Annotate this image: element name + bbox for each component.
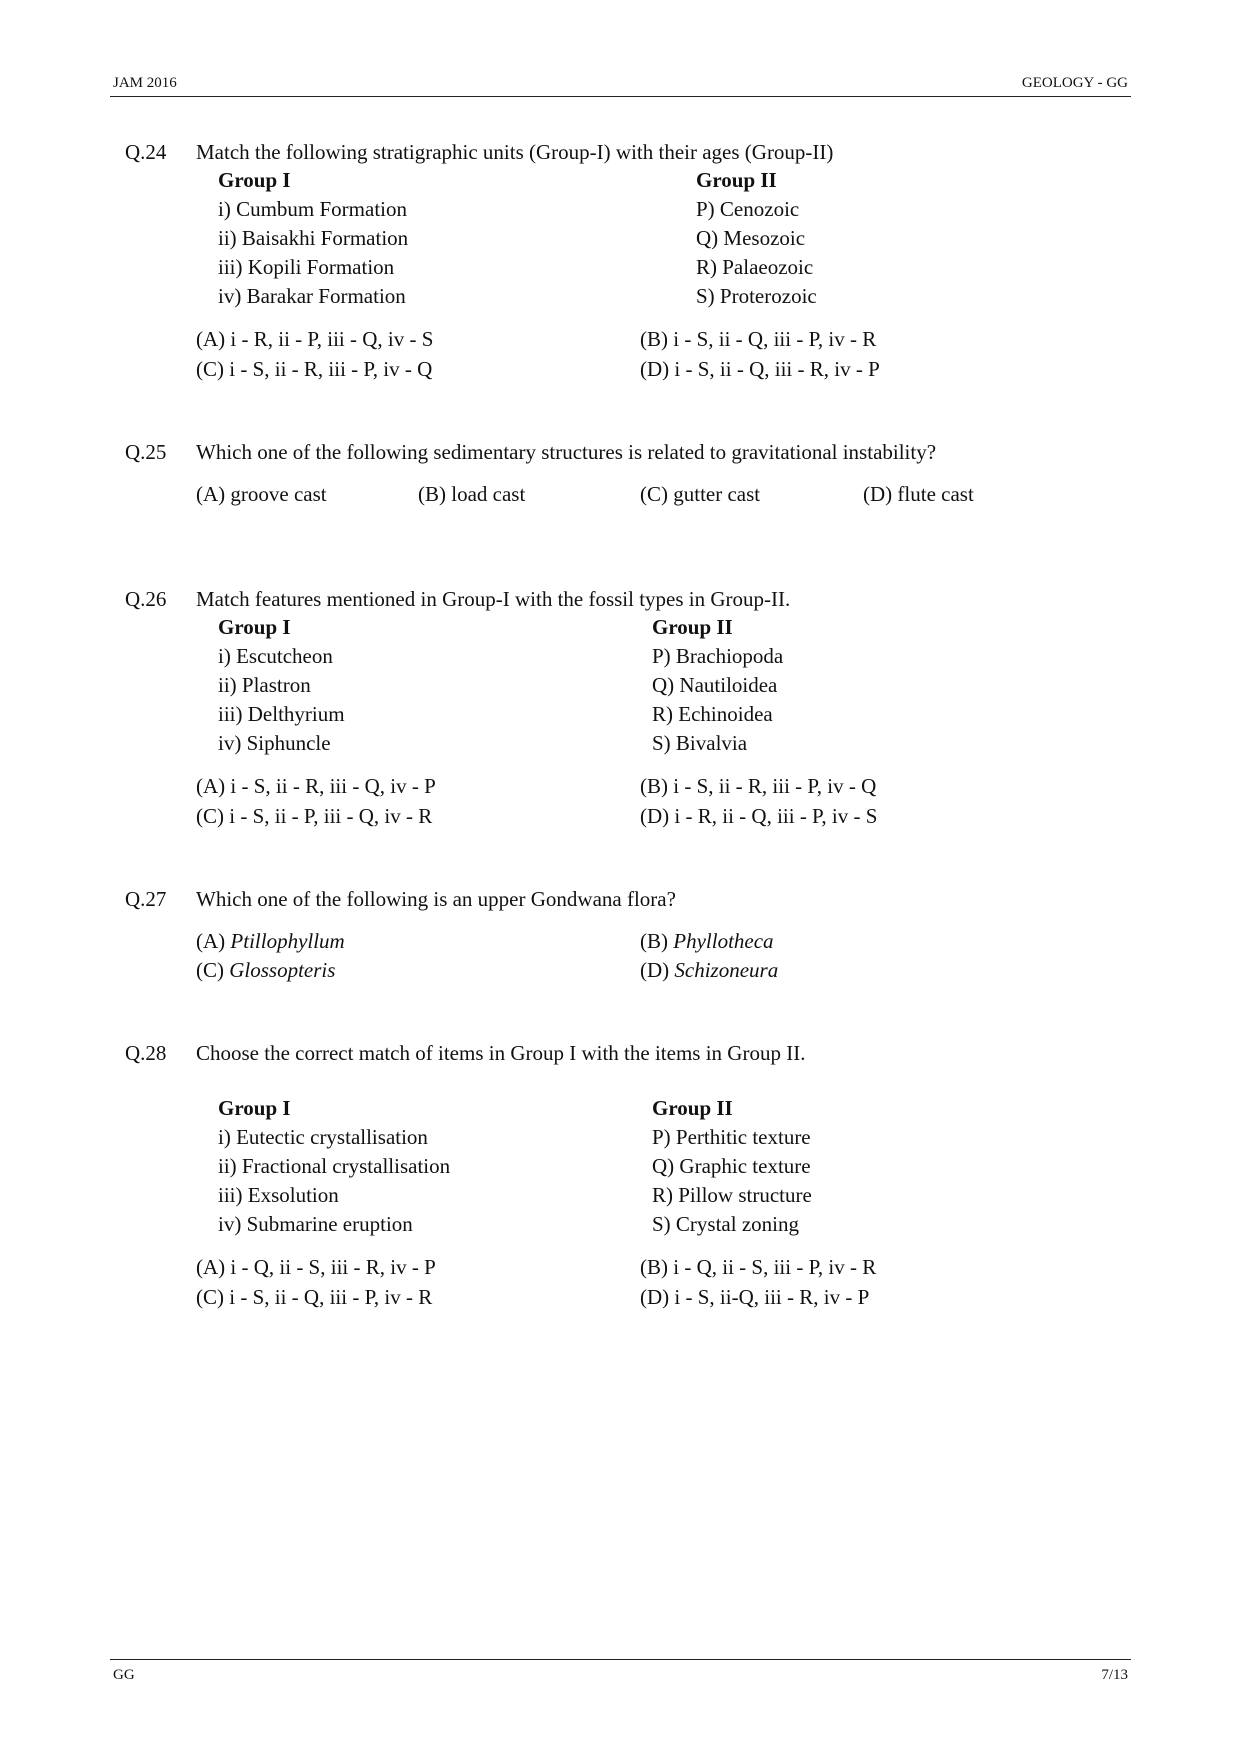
option-c[interactable]: (C) i - S, ii - R, iii - P, iv - Q xyxy=(196,357,433,381)
option-a[interactable]: (A) i - Q, ii - S, iii - R, iv - P xyxy=(196,1255,436,1279)
question-text: Match features mentioned in Group-I with the fossil types in Group-II. xyxy=(196,587,791,611)
list-item: S) Crystal zoning xyxy=(652,1212,799,1236)
group-1-list xyxy=(218,1094,450,1239)
page-number: 7/13 xyxy=(1101,1667,1128,1683)
list-item: ii) Baisakhi Formation xyxy=(218,226,409,250)
question-text: Match the following stratigraphic units (Group-I) with their ages (Group-II) xyxy=(196,140,834,164)
list-item: S) Proterozoic xyxy=(696,284,817,308)
list-item: Q) Graphic texture xyxy=(652,1154,811,1178)
list-item: i) Cumbum Formation xyxy=(218,197,407,221)
option-label: (B) xyxy=(640,929,668,953)
header-rule xyxy=(110,96,1131,97)
group-2-list xyxy=(696,166,817,311)
option-text: Glossopteris xyxy=(229,958,336,982)
group-1-list xyxy=(218,613,345,758)
list-item: iii) Kopili Formation xyxy=(218,255,395,279)
option-d[interactable]: (D) i - S, ii-Q, iii - R, iv - P xyxy=(640,1285,870,1309)
footer-paper-code: GG xyxy=(113,1667,135,1683)
list-item: ii) Plastron xyxy=(218,673,311,697)
option-d[interactable] xyxy=(640,956,778,985)
list-item: R) Echinoidea xyxy=(652,702,773,726)
list-item: Q) Mesozoic xyxy=(696,226,806,250)
question-number: Q.26 xyxy=(125,587,167,611)
option-a[interactable]: (A) i - R, ii - P, iii - Q, iv - S xyxy=(196,327,434,351)
list-item: iii) Delthyrium xyxy=(218,702,345,726)
group-2-title: Group II xyxy=(696,168,777,192)
list-item: iv) Submarine eruption xyxy=(218,1212,413,1236)
option-text: Schizoneura xyxy=(674,958,779,982)
option-b[interactable]: (B) load cast xyxy=(418,482,526,506)
header-paper-title: GEOLOGY - GG xyxy=(1021,75,1128,91)
list-item: iv) Barakar Formation xyxy=(218,284,406,308)
option-label: (D) xyxy=(640,958,670,982)
group-2-title: Group II xyxy=(652,615,733,639)
option-c[interactable]: (C) i - S, ii - P, iii - Q, iv - R xyxy=(196,804,433,828)
question-number: Q.28 xyxy=(125,1041,167,1065)
option-b[interactable] xyxy=(640,927,774,956)
list-item: Q) Nautiloidea xyxy=(652,673,778,697)
list-item: iii) Exsolution xyxy=(218,1183,339,1207)
option-text: Ptillophyllum xyxy=(230,929,345,953)
question-number: Q.27 xyxy=(125,887,167,911)
option-c[interactable] xyxy=(196,956,335,985)
option-a[interactable] xyxy=(196,927,345,956)
group-1-title: Group I xyxy=(218,1096,291,1120)
option-b[interactable]: (B) i - S, ii - R, iii - P, iv - Q xyxy=(640,774,877,798)
group-2-list xyxy=(652,1094,812,1239)
option-b[interactable]: (B) i - S, ii - Q, iii - P, iv - R xyxy=(640,327,877,351)
list-item: i) Escutcheon xyxy=(218,644,333,668)
group-1-title: Group I xyxy=(218,615,291,639)
list-item: i) Eutectic crystallisation xyxy=(218,1125,428,1149)
list-item: ii) Fractional crystallisation xyxy=(218,1154,451,1178)
list-item: R) Pillow structure xyxy=(652,1183,812,1207)
list-item: S) Bivalvia xyxy=(652,731,748,755)
list-item: P) Brachiopoda xyxy=(652,644,784,668)
group-2-title: Group II xyxy=(652,1096,733,1120)
group-1-title: Group I xyxy=(218,168,291,192)
group-1-list xyxy=(218,166,408,311)
group-2-list xyxy=(652,613,783,758)
question-text: Which one of the following sedimentary structures is related to gravitational instability? xyxy=(196,440,937,464)
question-text: Which one of the following is an upper Gondwana flora? xyxy=(196,887,676,911)
option-d[interactable]: (D) i - R, ii - Q, iii - P, iv - S xyxy=(640,804,878,828)
footer-rule xyxy=(110,1659,1131,1660)
option-label: (A) xyxy=(196,929,226,953)
option-a[interactable]: (A) i - S, ii - R, iii - Q, iv - P xyxy=(196,774,436,798)
option-c[interactable]: (C) i - S, ii - Q, iii - P, iv - R xyxy=(196,1285,433,1309)
list-item: P) Cenozoic xyxy=(696,197,800,221)
question-number: Q.25 xyxy=(125,440,167,464)
header-exam-title: JAM 2016 xyxy=(113,75,177,91)
option-a[interactable]: (A) groove cast xyxy=(196,482,327,506)
option-text: Phyllotheca xyxy=(673,929,774,953)
option-b[interactable]: (B) i - Q, ii - S, iii - P, iv - R xyxy=(640,1255,877,1279)
option-d[interactable]: (D) i - S, ii - Q, iii - R, iv - P xyxy=(640,357,880,381)
list-item: iv) Siphuncle xyxy=(218,731,331,755)
option-c[interactable]: (C) gutter cast xyxy=(640,482,761,506)
option-d[interactable]: (D) flute cast xyxy=(863,482,974,506)
option-label: (C) xyxy=(196,958,224,982)
question-number: Q.24 xyxy=(125,140,167,164)
list-item: R) Palaeozoic xyxy=(696,255,814,279)
list-item: P) Perthitic texture xyxy=(652,1125,811,1149)
question-text: Choose the correct match of items in Group I with the items in Group II. xyxy=(196,1041,806,1065)
